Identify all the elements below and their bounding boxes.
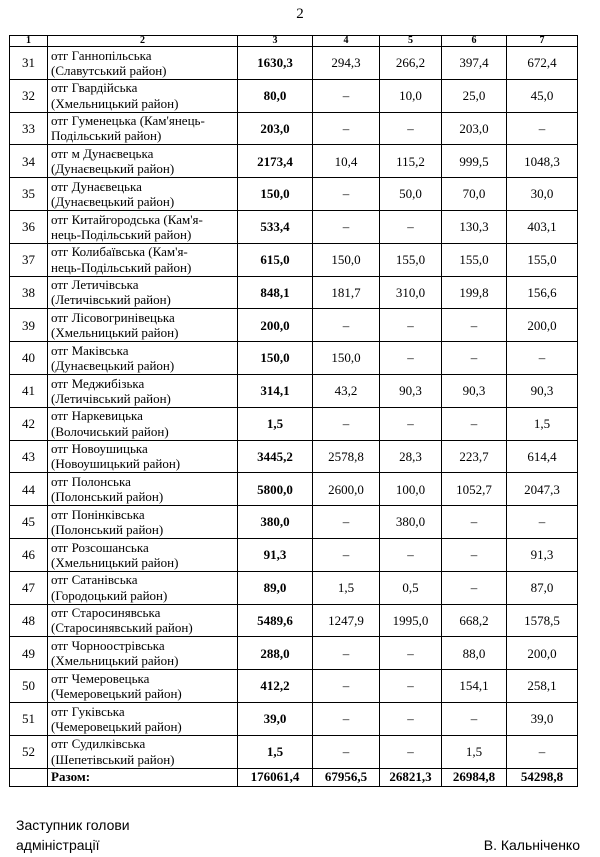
total-amount: 1,5 — [238, 407, 313, 440]
table-row — [10, 571, 578, 604]
row-number: 44 — [10, 473, 48, 506]
table-row — [10, 604, 578, 637]
total-amount: 150,0 — [238, 342, 313, 375]
total-amount: 848,1 — [238, 276, 313, 309]
quarter-amount: 2578,8 — [313, 440, 380, 473]
quarter-amount: 156,6 — [507, 276, 578, 309]
community-district: (Дунаєвецький район) — [51, 358, 175, 374]
table-row — [10, 309, 578, 342]
community-name-line1: отг Гвардійська — [51, 80, 138, 96]
quarter-amount: 115,2 — [380, 145, 442, 178]
quarter-amount: – — [380, 210, 442, 243]
table-row — [10, 407, 578, 440]
row-number: 49 — [10, 637, 48, 670]
row-number: 46 — [10, 538, 48, 571]
table-row — [10, 538, 578, 571]
quarter-amount: 266,2 — [380, 47, 442, 80]
quarter-amount: – — [442, 571, 507, 604]
community-name — [48, 670, 238, 703]
row-number: 45 — [10, 506, 48, 539]
community-name — [48, 112, 238, 145]
total-amount: 3445,2 — [238, 440, 313, 473]
totals-quarter-amount: 26821,3 — [380, 768, 442, 786]
row-number: 39 — [10, 309, 48, 342]
table-row — [10, 178, 578, 211]
community-name-line1: отг м Дунаєвецька — [51, 146, 154, 162]
total-amount: 412,2 — [238, 670, 313, 703]
quarter-amount: 155,0 — [380, 243, 442, 276]
community-name-line1: отг Судилківська — [51, 736, 146, 752]
quarter-amount: 294,3 — [313, 47, 380, 80]
community-name — [48, 210, 238, 243]
community-name-line1: отг Гуменецька (Кам'янець- — [51, 113, 205, 129]
table-row — [10, 670, 578, 703]
quarter-amount: 130,3 — [442, 210, 507, 243]
row-number: 33 — [10, 112, 48, 145]
total-amount: 5800,0 — [238, 473, 313, 506]
row-number: 38 — [10, 276, 48, 309]
column-header: 6 — [442, 36, 507, 47]
quarter-amount: 10,0 — [380, 79, 442, 112]
community-name — [48, 440, 238, 473]
community-name — [48, 637, 238, 670]
quarter-amount: 88,0 — [442, 637, 507, 670]
community-name — [48, 604, 238, 637]
quarter-amount: 87,0 — [507, 571, 578, 604]
table-row — [10, 702, 578, 735]
quarter-amount: 100,0 — [380, 473, 442, 506]
quarter-amount: 150,0 — [313, 243, 380, 276]
quarter-amount: – — [442, 309, 507, 342]
quarter-amount: 310,0 — [380, 276, 442, 309]
community-district: (Новоушицький район) — [51, 456, 181, 472]
totals-label: Разом: — [48, 768, 238, 786]
row-number: 36 — [10, 210, 48, 243]
quarter-amount: 2600,0 — [313, 473, 380, 506]
quarter-amount: 90,3 — [442, 374, 507, 407]
quarter-amount: 91,3 — [507, 538, 578, 571]
community-name — [48, 538, 238, 571]
community-name-line1: отг Ганнопільська — [51, 47, 152, 63]
row-number: 32 — [10, 79, 48, 112]
quarter-amount: – — [380, 538, 442, 571]
community-district: (Летичівський район) — [51, 292, 171, 308]
total-amount: 533,4 — [238, 210, 313, 243]
community-name-line1: отг Летичівська — [51, 277, 139, 293]
total-amount: 39,0 — [238, 702, 313, 735]
signatory-name: В. Кальніченко — [483, 837, 580, 853]
totals-quarter-amount: 54298,8 — [507, 768, 578, 786]
community-name-line1: отг Старосинявська — [51, 605, 161, 621]
community-district: Подільський район) — [51, 128, 162, 144]
row-number: 43 — [10, 440, 48, 473]
total-amount: 80,0 — [238, 79, 313, 112]
total-amount: 5489,6 — [238, 604, 313, 637]
quarter-amount: 1,5 — [313, 571, 380, 604]
quarter-amount: 1247,9 — [313, 604, 380, 637]
community-name — [48, 145, 238, 178]
quarter-amount: – — [313, 79, 380, 112]
quarter-amount: 1052,7 — [442, 473, 507, 506]
quarter-amount: – — [442, 407, 507, 440]
quarter-amount: 200,0 — [507, 309, 578, 342]
table-row — [10, 243, 578, 276]
total-amount: 615,0 — [238, 243, 313, 276]
quarter-amount: 25,0 — [442, 79, 507, 112]
community-name — [48, 407, 238, 440]
table-row — [10, 506, 578, 539]
quarter-amount: – — [507, 112, 578, 145]
quarter-amount: 1578,5 — [507, 604, 578, 637]
quarter-amount: 150,0 — [313, 342, 380, 375]
quarter-amount: – — [313, 702, 380, 735]
totals-empty-cell — [10, 768, 48, 786]
community-name-line1: отг Чемеровецька — [51, 670, 150, 686]
quarter-amount: 10,4 — [313, 145, 380, 178]
quarter-amount: 199,8 — [442, 276, 507, 309]
community-name-line1: отг Новоушицька — [51, 441, 148, 457]
quarter-amount: – — [380, 637, 442, 670]
table-row — [10, 112, 578, 145]
quarter-amount: 223,7 — [442, 440, 507, 473]
quarter-amount: 43,2 — [313, 374, 380, 407]
community-district: (Городоцький район) — [51, 587, 168, 603]
row-number: 37 — [10, 243, 48, 276]
quarter-amount: 70,0 — [442, 178, 507, 211]
community-name-line1: отг Дунаєвецька — [51, 178, 142, 194]
quarter-amount: – — [313, 309, 380, 342]
community-district: (Старосинявський район) — [51, 620, 193, 636]
quarter-amount: – — [313, 112, 380, 145]
community-name — [48, 374, 238, 407]
quarter-amount: 200,0 — [507, 637, 578, 670]
community-name-line1: отг Меджибізька — [51, 375, 145, 391]
community-district: (Волочиський район) — [51, 423, 169, 439]
community-district: (Хмельницький район) — [51, 325, 179, 341]
totals-row — [10, 768, 578, 786]
table-row — [10, 145, 578, 178]
quarter-amount: – — [313, 210, 380, 243]
quarter-amount: 1,5 — [442, 735, 507, 768]
row-number: 41 — [10, 374, 48, 407]
quarter-amount: – — [380, 112, 442, 145]
column-header: 3 — [238, 36, 313, 47]
quarter-amount: 999,5 — [442, 145, 507, 178]
page-number: 2 — [296, 6, 304, 22]
quarter-amount: 50,0 — [380, 178, 442, 211]
quarter-amount: – — [380, 702, 442, 735]
column-header: 7 — [507, 36, 578, 47]
column-header: 1 — [10, 36, 48, 47]
community-district: (Чемеровецький район) — [51, 686, 182, 702]
quarter-amount: 0,5 — [380, 571, 442, 604]
signatory-position-line2: адміністрації — [16, 837, 100, 853]
quarter-amount: – — [313, 407, 380, 440]
table-row — [10, 440, 578, 473]
community-name — [48, 309, 238, 342]
community-district: (Полонський район) — [51, 489, 164, 505]
total-amount: 91,3 — [238, 538, 313, 571]
quarter-amount: 1048,3 — [507, 145, 578, 178]
community-name-line1: отг Гуківська — [51, 703, 125, 719]
community-name-line1: отг Понінківська — [51, 506, 145, 522]
total-amount: 150,0 — [238, 178, 313, 211]
quarter-amount: – — [313, 637, 380, 670]
row-number: 40 — [10, 342, 48, 375]
quarter-amount: – — [313, 538, 380, 571]
table-row — [10, 735, 578, 768]
quarter-amount: 614,4 — [507, 440, 578, 473]
table-row — [10, 79, 578, 112]
community-name-line1: отг Китайгородська (Кам'я- — [51, 211, 203, 227]
total-amount: 288,0 — [238, 637, 313, 670]
quarter-amount: 154,1 — [442, 670, 507, 703]
quarter-amount: 403,1 — [507, 210, 578, 243]
quarter-amount: 380,0 — [380, 506, 442, 539]
quarter-amount: – — [507, 735, 578, 768]
community-district: (Славутський район) — [51, 62, 167, 78]
row-number: 34 — [10, 145, 48, 178]
quarter-amount: 90,3 — [507, 374, 578, 407]
table-body — [10, 36, 578, 787]
community-district: (Шепетівський район) — [51, 751, 175, 767]
quarter-amount: – — [313, 735, 380, 768]
quarter-amount: 30,0 — [507, 178, 578, 211]
community-name — [48, 79, 238, 112]
column-number-row — [10, 36, 578, 47]
budget-table — [9, 35, 578, 787]
row-number: 31 — [10, 47, 48, 80]
community-district: нець-Подільський район) — [51, 226, 192, 242]
community-district: (Полонський район) — [51, 522, 164, 538]
quarter-amount: – — [442, 506, 507, 539]
row-number: 52 — [10, 735, 48, 768]
quarter-amount: – — [442, 702, 507, 735]
community-name — [48, 47, 238, 80]
community-name-line1: отг Розсошанська — [51, 539, 149, 555]
quarter-amount: 203,0 — [442, 112, 507, 145]
row-number: 35 — [10, 178, 48, 211]
quarter-amount: – — [380, 309, 442, 342]
community-district: (Хмельницький район) — [51, 653, 179, 669]
table-row — [10, 637, 578, 670]
column-header: 2 — [48, 36, 238, 47]
community-name — [48, 243, 238, 276]
row-number: 42 — [10, 407, 48, 440]
signatory-position — [16, 815, 130, 855]
quarter-amount: – — [313, 670, 380, 703]
table-row — [10, 342, 578, 375]
total-amount: 203,0 — [238, 112, 313, 145]
totals-quarter-amount: 67956,5 — [313, 768, 380, 786]
total-amount: 200,0 — [238, 309, 313, 342]
community-district: (Дунаєвецький район) — [51, 161, 175, 177]
quarter-amount: 668,2 — [442, 604, 507, 637]
total-amount: 1630,3 — [238, 47, 313, 80]
quarter-amount: 39,0 — [507, 702, 578, 735]
total-amount: 380,0 — [238, 506, 313, 539]
total-amount: 2173,4 — [238, 145, 313, 178]
totals-quarter-amount: 26984,8 — [442, 768, 507, 786]
community-district: нець-Подільський район) — [51, 259, 192, 275]
community-district: (Дунаєвецький район) — [51, 194, 175, 210]
row-number: 51 — [10, 702, 48, 735]
community-name-line1: отг Сатанівська — [51, 572, 138, 588]
row-number: 48 — [10, 604, 48, 637]
community-district: (Хмельницький район) — [51, 95, 179, 111]
signatory-position-line1: Заступник голови — [16, 817, 130, 833]
community-district: (Хмельницький район) — [51, 554, 179, 570]
quarter-amount: – — [380, 735, 442, 768]
quarter-amount: 28,3 — [380, 440, 442, 473]
quarter-amount: – — [380, 342, 442, 375]
quarter-amount: 90,3 — [380, 374, 442, 407]
table-row — [10, 473, 578, 506]
community-district: (Летичівський район) — [51, 390, 171, 406]
quarter-amount: 672,4 — [507, 47, 578, 80]
table-row — [10, 276, 578, 309]
quarter-amount: – — [313, 178, 380, 211]
community-name-line1: отг Наркевицька — [51, 408, 143, 424]
quarter-amount: 258,1 — [507, 670, 578, 703]
community-name-line1: отг Маківська — [51, 342, 129, 358]
quarter-amount: – — [380, 670, 442, 703]
community-name — [48, 473, 238, 506]
community-district: (Чемеровецький район) — [51, 718, 182, 734]
quarter-amount: 397,4 — [442, 47, 507, 80]
community-name-line1: отг Полонська — [51, 474, 131, 490]
quarter-amount: – — [442, 538, 507, 571]
community-name-line1: отг Колибаївська (Кам'я- — [51, 244, 188, 260]
total-amount: 89,0 — [238, 571, 313, 604]
quarter-amount: 155,0 — [507, 243, 578, 276]
quarter-amount: – — [507, 506, 578, 539]
community-name-line1: отг Чорноострівська — [51, 638, 165, 654]
quarter-amount: 1995,0 — [380, 604, 442, 637]
community-name — [48, 702, 238, 735]
community-name — [48, 571, 238, 604]
community-name — [48, 276, 238, 309]
row-number: 47 — [10, 571, 48, 604]
quarter-amount: 45,0 — [507, 79, 578, 112]
column-header: 5 — [380, 36, 442, 47]
community-name — [48, 342, 238, 375]
quarter-amount: 181,7 — [313, 276, 380, 309]
total-amount: 314,1 — [238, 374, 313, 407]
quarter-amount: – — [380, 407, 442, 440]
community-name — [48, 178, 238, 211]
community-name-line1: отг Лісовогринівецька — [51, 310, 175, 326]
column-header: 4 — [313, 36, 380, 47]
quarter-amount: 2047,3 — [507, 473, 578, 506]
row-number: 50 — [10, 670, 48, 703]
quarter-amount: 155,0 — [442, 243, 507, 276]
table-row — [10, 47, 578, 80]
table-row — [10, 210, 578, 243]
quarter-amount: 1,5 — [507, 407, 578, 440]
community-name — [48, 735, 238, 768]
quarter-amount: – — [313, 506, 380, 539]
quarter-amount: – — [507, 342, 578, 375]
total-amount: 1,5 — [238, 735, 313, 768]
table-row — [10, 374, 578, 407]
totals-amount: 176061,4 — [238, 768, 313, 786]
quarter-amount: – — [442, 342, 507, 375]
community-name — [48, 506, 238, 539]
